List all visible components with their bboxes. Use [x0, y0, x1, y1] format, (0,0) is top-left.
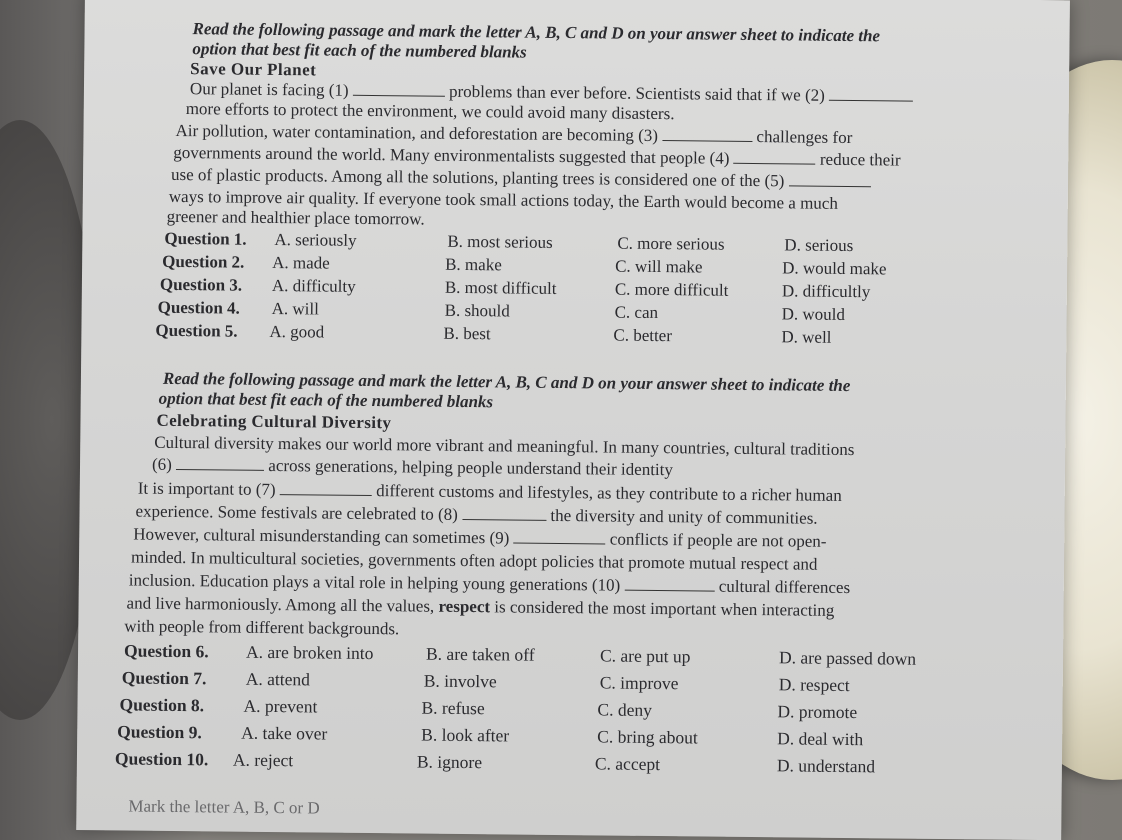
worksheet-paper: Read the following passage and mark the letter A, B, C and D on your answer sheet to indicate the option that best fit each of the numbered blanks Save Our Planet Our planet is facing (1) problems than ever before. Scientists said that if we (2) more efforts to protect the environment, we could avoid many disasters. Air pollution, water contamination, and deforestation are becoming (3) challenges for governments around the world. Many environmentalists suggested that people (4) reduce their use of plastic products. Among all the solutions, planting trees is considered one of the (5) ways to improve air quality. If everyone took small actions today, the Earth would become a much greener and healthier place tomorrow. Question 1. A. seriously B. most serious C. more serious D. serious Question 2. A. made B. make C. will make D. would make Question 3. A. difficulty B. most difficult C. more difficult D. difficultly Question 4. A. will B. should C. can D. would Question 5. A. good B. best C. better D. well Read the following passage and mark the letter A, B, C and D on your answer sheet to indicate the option that best fit each of the numbered blanks Celebrating Cultural Diversity Cultural diversity makes our world more vibrant and meaningful. In many countries, cultural traditions (6) across generations, helping people understand their identity It is important to (7) different customs and lifestyles, as they contribute to a richer human experience. Some festivals are celebrated to (8) the diversity and unity of communities. However, cultural misunderstanding can sometimes (9) conflicts if people are not open- minded. In multicultural societies, governments often adopt policies that promote mutual respect and inclusion. Education plays a vital role in helping young generations (10) cultural differences and live harmoniously. Among all the values, respect is considered the most important when interacting with people from different backgrounds. Question 6. A. are broken into B. are taken off C. are put up D. are passed down Question 7. A. attend B. involve C. improve D. respect Question 8. A. prevent B. refuse C. deny D. promote Question 9. A. take over B. look after C. bring about D. deal with Question 10. A. reject B. ignore C. accept D. understand Mark the letter A, B, C or D — [76, 0, 1070, 840]
section1-passage-line2: more efforts to protect the environment, we could avoid many disasters. — [185, 99, 675, 124]
section1-instruction-line1: Read the following passage and mark the letter A, B, C and D on your answer sheet to indicate the — [192, 19, 881, 46]
section2-passage-line2: (6) across generations, helping people understand their identity — [151, 454, 674, 480]
section1-instruction-line2: option that best fit each of the numbered blanks — [192, 39, 527, 62]
section2-passage-line4: experience. Some festivals are celebrated to (8) the diversity and unity of communities. — [135, 501, 818, 528]
section2-passage-line5: However, cultural misunderstanding can sometimes (9) conflicts if people are not open- — [133, 524, 827, 551]
section1-passage-line3: Air pollution, water contamination, and deforestation are becoming (3) challenges for — [175, 120, 853, 148]
section2-title: Celebrating Cultural Diversity — [156, 410, 392, 433]
section1-passage-line5: use of plastic products. Among all the solutions, planting trees is considered one of the (5) — [171, 165, 871, 192]
section1-passage-line6: ways to improve air quality. If everyone took small actions today, the Earth would become a much — [168, 186, 839, 213]
section1-passage-line4: governments around the world. Many environmentalists suggested that people (4) reduce their — [173, 142, 901, 170]
section2-passage-line9: with people from different backgrounds. — [124, 616, 400, 639]
section2-passage-line8: and live harmoniously. Among all the values, respect is considered the most important when interacting — [126, 593, 835, 620]
section2-passage-line6: minded. In multicultural societies, governments often adopt policies that promote mutual respect and — [130, 547, 818, 574]
section2-instruction-line2: option that best fit each of the numbered blanks — [158, 388, 494, 412]
section1-passage-line7: greener and healthier place tomorrow. — [166, 206, 425, 229]
cut-off-footer-text: Mark the letter A, B, C or D — [128, 796, 320, 818]
section2-passage-line1: Cultural diversity makes our world more vibrant and meaningful. In many countries, cultural traditions — [154, 432, 855, 460]
section2-instruction-line1: Read the following passage and mark the letter A, B, C and D on your answer sheet to indicate the — [162, 368, 851, 396]
section1-passage-line1: Our planet is facing (1) problems than ever before. Scientists said that if we (2) — [190, 79, 913, 107]
section2-passage-line7: inclusion. Education plays a vital role in helping young generations (10) cultural differences — [128, 570, 851, 598]
section1-title: Save Our Planet — [190, 59, 317, 80]
section2-passage-line3: It is important to (7) different customs and lifestyles, as they contribute to a richer human — [137, 478, 842, 505]
